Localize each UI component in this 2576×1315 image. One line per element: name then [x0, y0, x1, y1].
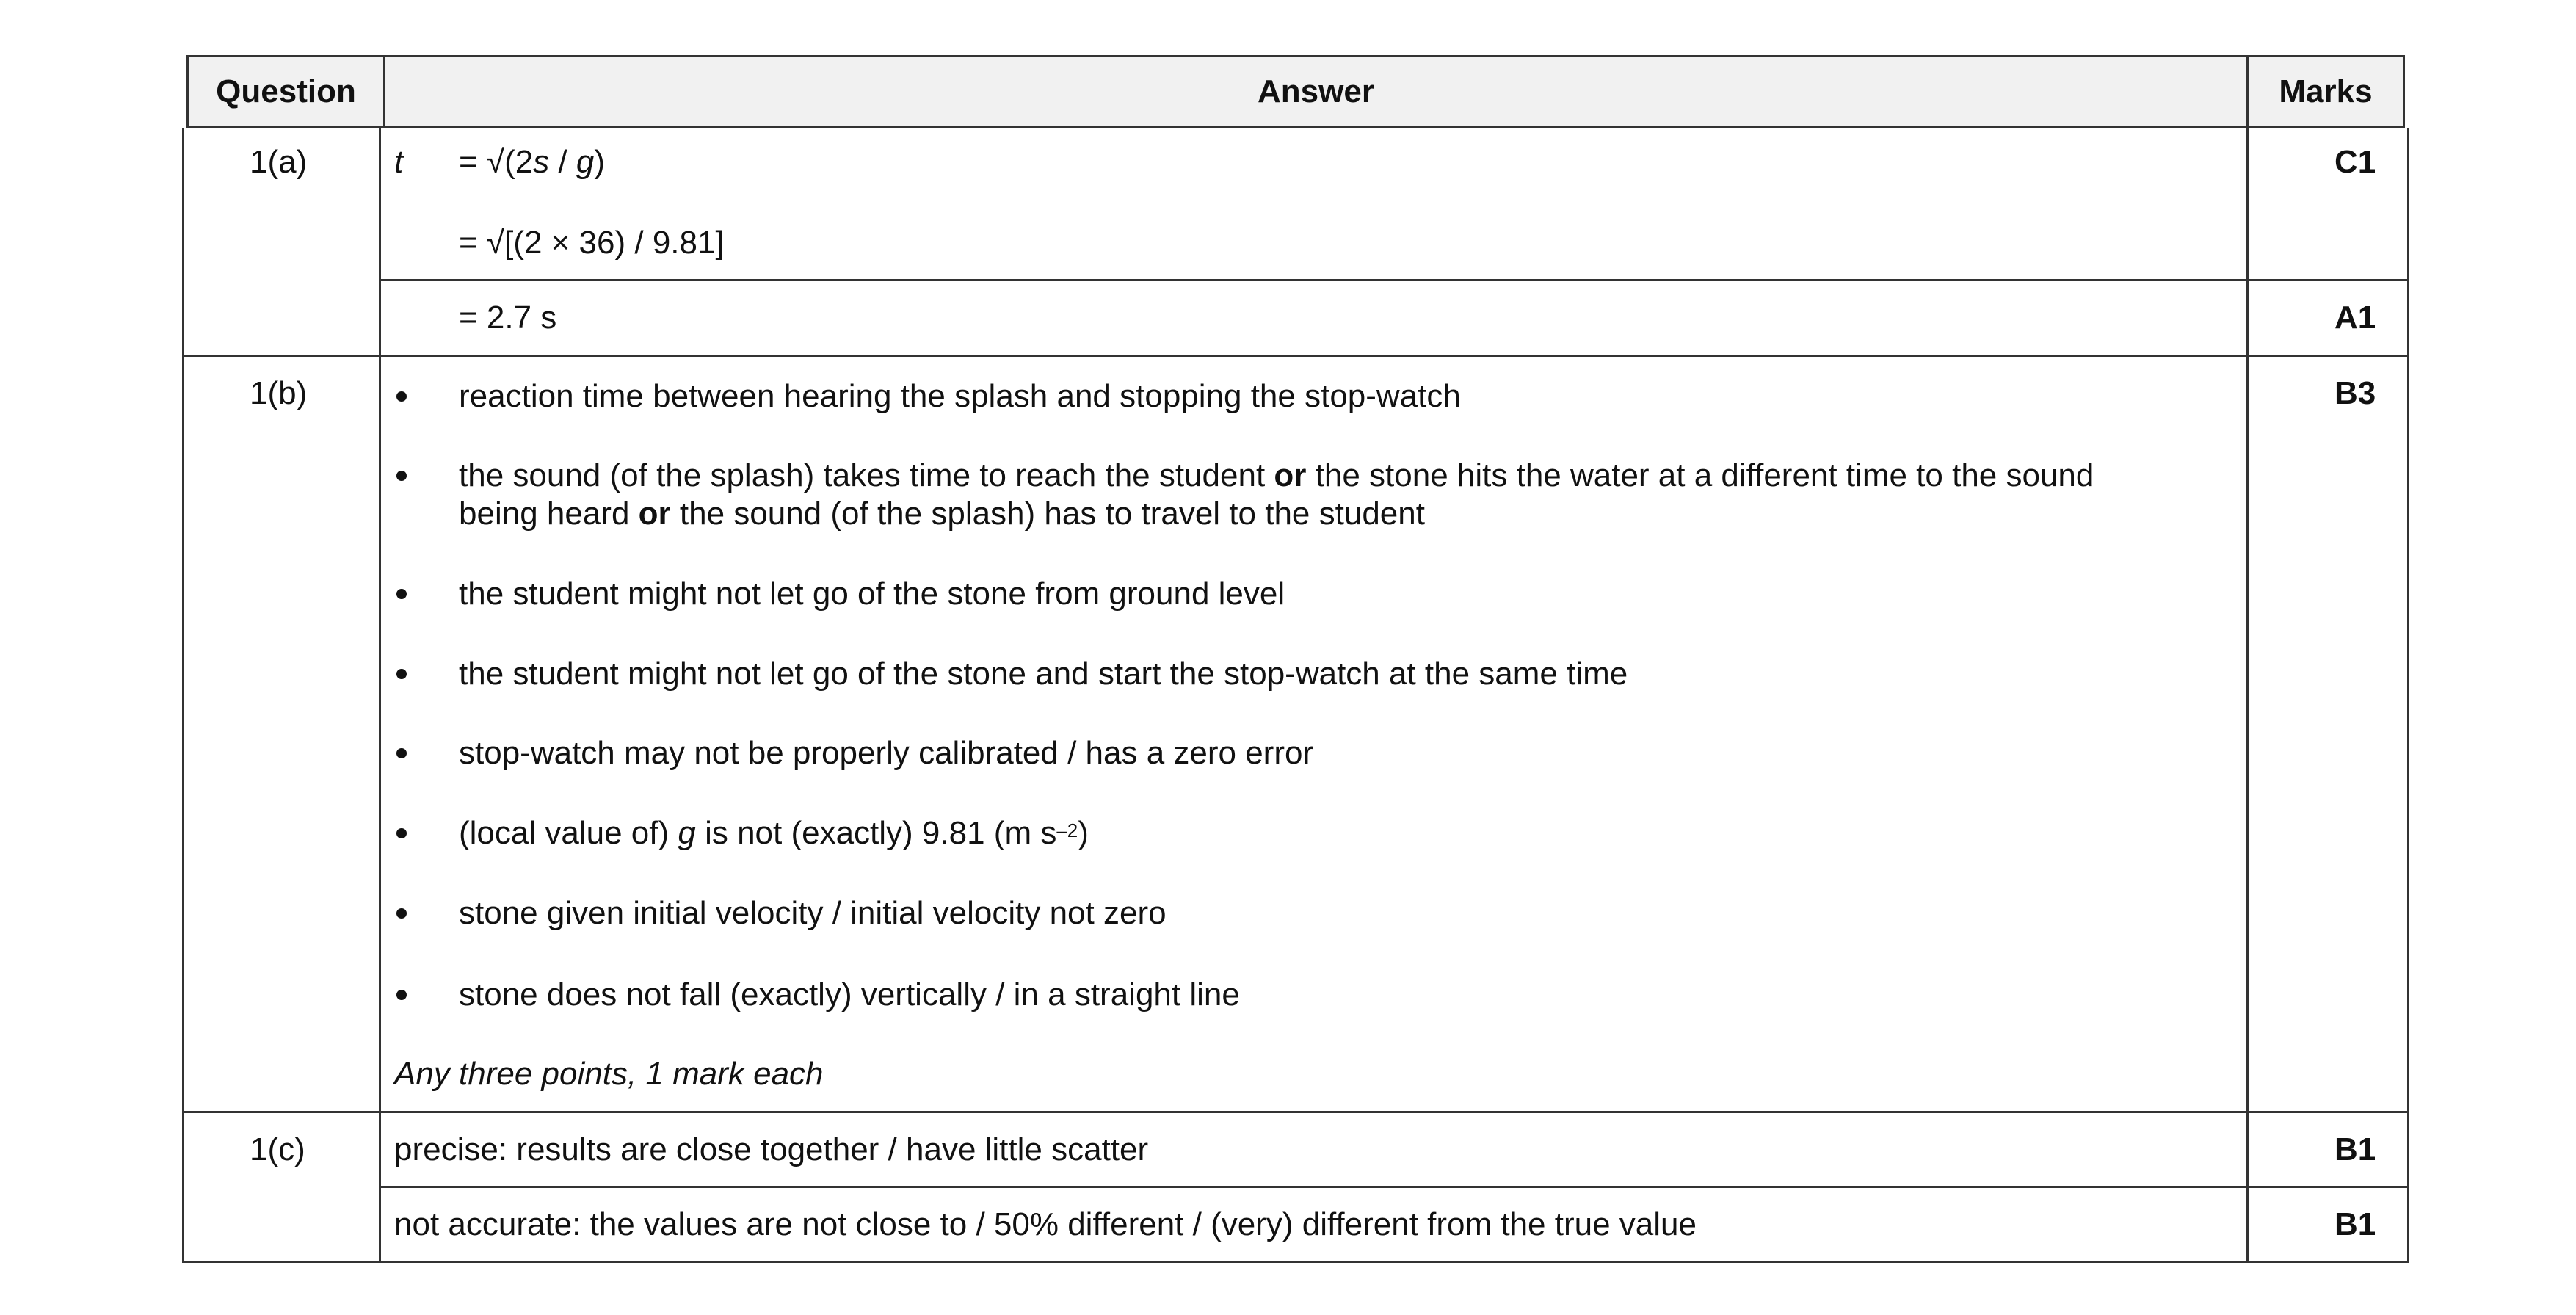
text-part: being heard — [459, 496, 639, 532]
marking-note: Any three points, 1 mark each — [394, 1056, 824, 1092]
bullet-icon — [396, 669, 407, 679]
bullet-icon — [396, 589, 407, 599]
header-answer: Answer — [385, 57, 2249, 126]
row-divider — [184, 1111, 2409, 1113]
superscript: –2 — [1056, 819, 1078, 841]
table-header — [186, 55, 2405, 128]
list-item — [459, 814, 1089, 852]
text-part: the stone hits the water at a different time to the sound — [1306, 457, 2094, 493]
answer-1c-line2: not accurate: the values are not close to / 50% different / (very) different from the true value — [394, 1206, 1697, 1242]
list-item — [459, 457, 2094, 495]
or-keyword: or — [1274, 457, 1307, 493]
text-part: the sound (of the splash) takes time to reach the student — [459, 457, 1274, 493]
list-item-continuation — [459, 495, 1425, 533]
var-g: g — [678, 815, 696, 851]
variable-t: t — [394, 144, 404, 180]
header-question: Question — [189, 57, 385, 126]
question-number-1a: 1(a) — [250, 144, 308, 180]
list-item: reaction time between hearing the splash and stopping the stop-watch — [459, 378, 1461, 414]
answer-1a-line1 — [459, 143, 605, 181]
mark-1a-c1: C1 — [2334, 144, 2376, 180]
list-item: the student might not let go of the stone from ground level — [459, 576, 1285, 612]
mark-1b-b3: B3 — [2334, 375, 2376, 411]
list-item: stone given initial velocity / initial velocity not zero — [459, 895, 1167, 931]
column-divider — [2246, 128, 2249, 1263]
eq-part: = √(2 — [459, 144, 534, 180]
mark-1a-a1: A1 — [2334, 300, 2376, 336]
mark-1c-b1-first: B1 — [2334, 1131, 2376, 1167]
list-item: the student might not let go of the stone and start the stop-watch at the same time — [459, 656, 1628, 692]
bullet-icon — [396, 748, 407, 758]
bullet-icon — [396, 471, 407, 481]
mark-1c-b1-second: B1 — [2334, 1206, 2376, 1242]
answer-1a-line3: = 2.7 s — [459, 300, 557, 336]
bullet-icon — [396, 908, 407, 919]
question-number-1c: 1(c) — [250, 1131, 305, 1167]
text-part: (local value of) — [459, 815, 678, 851]
row-divider — [379, 279, 2409, 281]
eq-part: / — [549, 144, 576, 180]
answer-1a-line2: = √[(2 × 36) / 9.81] — [459, 225, 725, 261]
text-part: ) — [1078, 815, 1089, 851]
text-part: the sound (of the splash) has to travel to the student — [670, 496, 1425, 532]
or-keyword: or — [638, 496, 671, 532]
question-number-1b: 1(b) — [250, 375, 308, 411]
bullet-icon — [396, 990, 407, 1000]
header-marks: Marks — [2279, 73, 2373, 109]
list-item: stop-watch may not be properly calibrated / has a zero error — [459, 735, 1314, 771]
column-divider — [379, 128, 381, 1263]
eq-g: g — [576, 144, 595, 180]
text-part: is not (exactly) 9.81 (m s — [695, 815, 1057, 851]
eq-part: ) — [594, 144, 606, 180]
row-divider — [379, 1186, 2409, 1188]
eq-s: s — [533, 144, 550, 180]
bullet-icon — [396, 391, 407, 402]
bullet-icon — [396, 828, 407, 838]
answer-1c-line1: precise: results are close together / have little scatter — [394, 1131, 1149, 1167]
list-item: stone does not fall (exactly) vertically / in a straight line — [459, 977, 1240, 1012]
row-divider — [184, 355, 2409, 357]
